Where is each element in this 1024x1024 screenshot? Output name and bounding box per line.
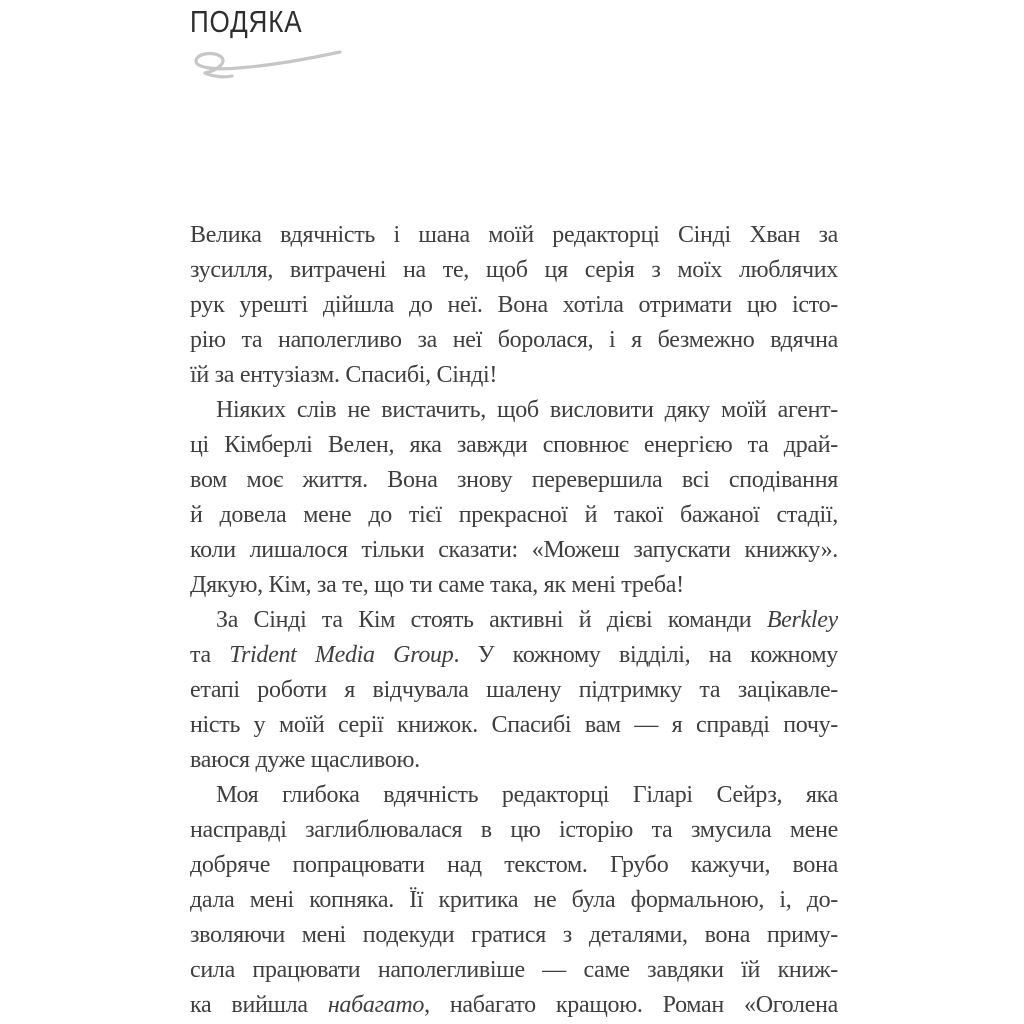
text-line: зусилля, витрачені на те, щоб ця серія з моїх люблячих xyxy=(190,257,838,283)
text-line: ність у моїй серії книжок. Спасибі вам — я справді почу- xyxy=(190,712,838,738)
text-line: зволяючи мені подекуди гратися з деталями, вона приму- xyxy=(190,922,838,948)
paragraph xyxy=(190,778,838,1023)
text-line: За Сінді та Кім стоять активні й дієві команди Berkley xyxy=(216,607,838,633)
text-line: Ніяких слів не вистачить, щоб висловити дяку моїй агент- xyxy=(216,397,838,423)
text-line: вом моє життя. Вона знову перевершила всі сподівання xyxy=(190,467,838,493)
text-line: дала мені копняка. Її критика не була формальною, і, до- xyxy=(190,887,838,913)
paragraph xyxy=(190,393,838,603)
text-line: коли лишалося тільки сказати: «Можеш запускати книжку». xyxy=(190,537,838,563)
paragraph xyxy=(190,603,838,778)
body-text xyxy=(190,218,838,1023)
text-line: сила працювати наполегливіше — саме завдяки їй книж- xyxy=(190,957,838,983)
text-line: рію та наполегливо за неї боролася, і я безмежно вдячна xyxy=(190,327,838,353)
text-line: їй за ентузіазм. Спасибі, Сінді! xyxy=(190,362,498,388)
text-line: насправді заглиблювалася в цю історію та змусила мене xyxy=(190,817,838,843)
text-line: Дякую, Кім, за те, що ти саме така, як мені треба! xyxy=(190,572,684,598)
paragraph xyxy=(190,218,838,393)
text-line: ваюся дуже щасливою. xyxy=(190,747,420,773)
text-line: ці Кімберлі Велен, яка завжди сповнює енергією та драй- xyxy=(190,432,838,458)
text-line: добряче попрацювати над текстом. Грубо кажучи, вона xyxy=(190,852,838,878)
text-line: етапі роботи я відчувала шалену підтримку та зацікавле- xyxy=(190,677,838,703)
text-line: рук урешті дійшла до неї. Вона хотіла отримати цю істо- xyxy=(190,292,838,318)
text-line: Моя глибока вдячність редакторці Гіларі Сейрз, яка xyxy=(216,782,838,808)
decorative-flourish-icon xyxy=(188,48,348,82)
text-line: й довела мене до тієї прекрасної й такої бажаної стадії, xyxy=(190,502,838,528)
text-line: Велика вдячність і шана моїй редакторці Сінді Хван за xyxy=(190,222,838,248)
chapter-title: ПОДЯКА xyxy=(190,4,303,39)
text-line: та Trident Media Group. У кожному відділі, на кожному xyxy=(190,642,838,668)
text-line: ка вийшла набагато, набагато кращою. Роман «Оголена xyxy=(190,992,838,1018)
